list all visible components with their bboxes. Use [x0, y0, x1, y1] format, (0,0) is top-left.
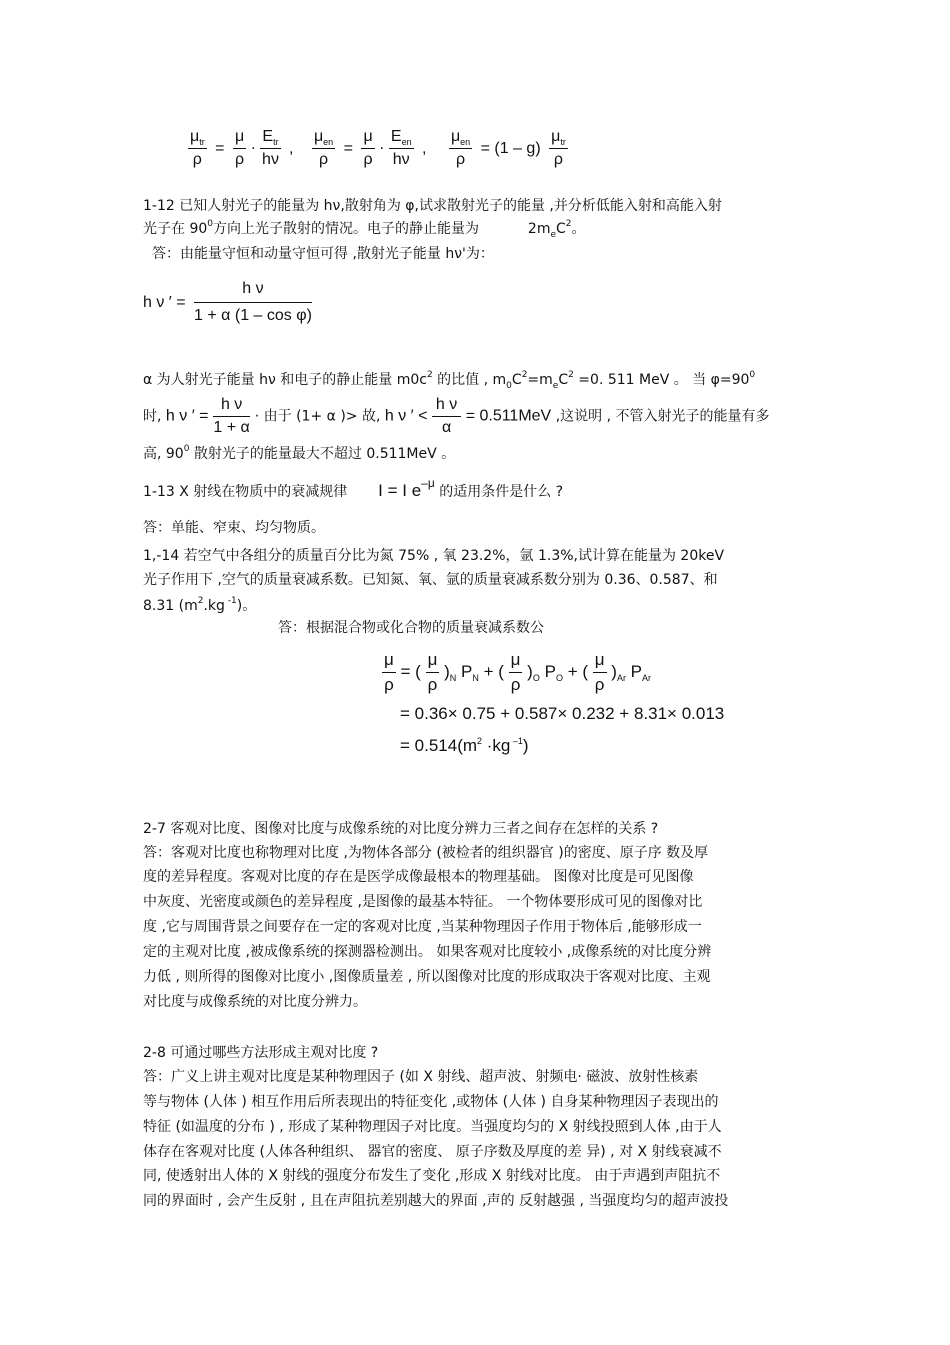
q27-line-2: 度的差异程度。客观对比度的存在是医学成像最根本的物理基础。 图像对比度是可见图像 [143, 869, 694, 885]
mu-over-rho-2: $\frac{\mu}{\rho}$ [363, 128, 373, 168]
mu-tr-over-rho: $\frac{\mu_{tr}}{\rho}$ [190, 128, 205, 168]
q114-line3: 8.31 ($m^2.kg$ $^{-1}$)。 [143, 596, 257, 614]
mu-en-over-rho: $\frac{\mu_{en}}{\rho}$ [313, 128, 334, 168]
q27-line-3: 中灰度、光密度或颜色的差异程度 ,是图像的最基本特征。 一个物体要形成可见的图像对比 [143, 894, 703, 910]
q27-title: 2-7 客观对比度、图像对比度与成像系统的对比度分辨力三者之间存在怎样的关系 ? [143, 821, 659, 837]
top-formula: $\frac{\mu_{tr}}{\rho}$ = $\frac{\mu}{\rho}$ · $\frac{E_{tr}}{h\nu}$ , $\frac{\mu_{en}}{\rho}$ = $\frac{\mu}{\rho}$ · $\frac{E_{en}}{h\nu}$ , $\frac{\mu_{en}}{\rho}$ = (1 – g) $\frac{\mu_{tr}}{\rho}$ [190, 128, 566, 168]
q112-line1: 1-12 已知人射光子的能量为 hν,散射角为 φ,试求散射光子的能量 ,并分析低能入射和高能入射 [143, 198, 722, 214]
q112-high-line: 高, $90^0$ 散射光子的能量最大不超过 0.511MeV 。 [143, 444, 456, 462]
een-over-hv: $\frac{E_{en}}{h\nu}$ [390, 128, 412, 168]
q114-line1: 1,-14 若空气中各组分的质量百分比为氮 75% , 氧 23.2%，氩 1.3%,试计算在能量为 20keV [143, 548, 725, 564]
q28-line-1: 答：广义上讲主观对比度是某种物理因子 (如 X 射线、超声波、射频电· 磁波、放射性核素 [143, 1069, 699, 1085]
q27-line-7: 对比度与成像系统的对比度分辨力。 [143, 994, 367, 1010]
q28-line-2: 等与物体 (人体 ) 相互作用后所表现出的特征变化 ,或物体 (人体 ) 自身某种物理因子表现出的 [143, 1094, 719, 1110]
q27-line-5: 定的主观对比度 ,被成像系统的探测器检测出。 如果客观对比度较小 ,成像系统的对比度分辨 [143, 944, 712, 960]
q112-answer: 答：由能量守恒和动量守恒可得 ,散射光子能量 hν'为： [152, 246, 494, 262]
mu-tr-over-rho-2: $\frac{\mu_{tr}}{\rho}$ [551, 128, 566, 168]
etr-over-hv: $\frac{E_{tr}}{h\nu}$ [262, 128, 279, 168]
mu-over-rho: $\frac{\mu}{\rho}$ [234, 128, 245, 168]
q114-eq2: = 0.36× 0.75 + 0.587× 0.232 + 8.31× 0.013 [400, 704, 725, 723]
q27-line-1: 答：客观对比度也称物理对比度 ,为物体各部分 (被检者的组织器官 )的密度、原子序 数及厚 [143, 845, 709, 861]
q112-line2: 光子在 $90^0$方向上光子散射的情况。电子的静止能量为 $2m_eC^2$。 [143, 219, 586, 240]
q114-eq3: = $0.514(m^2 \cdot kg$ $^{-1}$) [400, 736, 529, 755]
q27-line-6: 力低 , 则所得的图像对比度小 ,图像质量差 , 所以图像对比度的形成取决于客观对比度、主观 [143, 969, 711, 985]
q112-formula: h ν ′ = $\frac{\text{h ν}}{\text{1 + α (1 – cos φ)}}$ [143, 280, 312, 324]
q113-line: 1-13 X 射线在物质中的衰减规律 I = I e–μ 的适用条件是什么 ? [143, 476, 564, 500]
q28-title: 2-8 可通过哪些方法形成主观对比度 ? [143, 1045, 379, 1061]
q114-eq1: $\frac{\mu}{\rho}$ = ( $\frac{\mu}{\rho}$ )$_N$ $P_N$ + ( $\frac{\mu}{\rho}$ )$_O$ $P_O$ + ( $\frac{\mu}{\rho}$ )$_{Ar}$ $P_{Ar}$ [384, 650, 652, 694]
q113-answer: 答：单能、窄束、均匀物质。 [143, 520, 325, 536]
mu-en-over-rho-2: $\frac{\mu_{en}}{\rho}$ [450, 128, 471, 168]
q114-answer: 答：根据混合物或化合物的质量衰减系数公 [278, 620, 544, 636]
q28-line-3: 特征 (如温度的分布 ) , 形成了某种物理因子对比度。当强度均匀的 X 射线投照到人体 ,由于人 [143, 1119, 722, 1135]
q114-line2: 光子作用下 ,空气的质量衰减系数。已知氮、氧、氩的质量衰减系数分别为 0.36、0.587、和 [143, 572, 718, 588]
q27-line-4: 度 ,它与周围背景之间要存在一定的客观对比度 ,当某种物理因子作用于物体后 ,能够形成一 [143, 919, 702, 935]
q28-line-4: 体存在客观对比度 (人体各种组织、 器官的密度、 原子序数及厚度的差 异) , 对 X 射线衰减不 [143, 1144, 722, 1160]
q28-line-5: 同, 使透射出人体的 X 射线的强度分布发生了变化 ,形成 X 射线对比度。 由于声遇到声阻抗不 [143, 1168, 721, 1184]
q112-alpha-line: α 为人射光子能量 hν 和电子的静止能量 $m0c^2$ 的比值 , $m_0C^2=m_eC^2 =0$. 511 MeV 。 当 $\varphi=90^0$ [143, 370, 756, 391]
q112-when-line: 时, h ν ′ = $\frac{\text{h ν}}{1 + \alpha}$ · 由于 (1+ α )> 故, h ν ′ < $\frac{\text{h ν}}{\alpha}$ = 0.511MeV ,这说明 , 不管入射光子的能量有多 [143, 396, 770, 436]
q28-line-6: 同的界面时 , 会产生反射 , 且在声阻抗差别越大的界面 ,声的 反射越强 , 当强度均匀的超声波投 [143, 1193, 729, 1209]
